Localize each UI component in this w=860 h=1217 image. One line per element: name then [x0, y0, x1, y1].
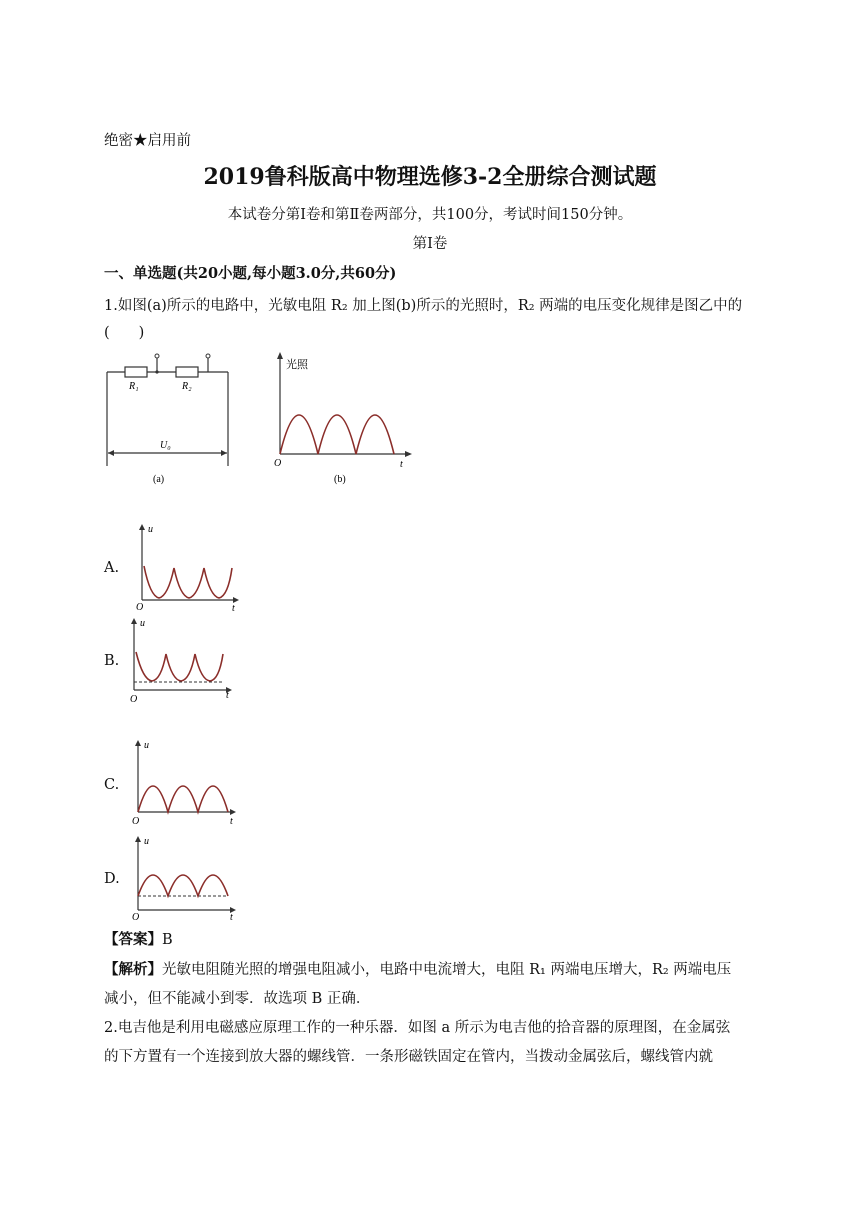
option-b-origin: O	[130, 694, 138, 705]
option-a-u-label: u	[148, 524, 153, 535]
t-axis-label: t	[400, 459, 403, 470]
option-a-graph	[132, 522, 252, 614]
option-c-origin: O	[132, 816, 140, 827]
origin-label: O	[274, 458, 282, 469]
question-2-line-2: 的下方置有一个连接到放大器的螺线管．一条形磁铁固定在管内，当拨动金属弦后，螺线管内就	[104, 1049, 713, 1065]
option-b-t-label: t	[226, 690, 229, 701]
answer-tag: 【答案】	[104, 931, 162, 948]
option-a-origin: O	[136, 602, 144, 613]
caption-a: (a)	[153, 474, 165, 485]
analysis-text-1: 光敏电阻随光照的增强电阻减小，电路中电流增大，电阻 R₁ 两端电压增大，R₂ 两端电压	[162, 962, 732, 978]
option-b-graph	[126, 616, 246, 708]
r1-label: R₁	[129, 381, 139, 392]
option-c-t-label: t	[230, 816, 233, 827]
answer-line	[104, 930, 173, 950]
question-2-line-1: 2.电吉他是利用电磁感应原理工作的一种乐器．如图 a 所示为电吉他的拾音器的原理图，在金属弦	[104, 1020, 731, 1036]
secret-label: 绝密★启用前	[104, 133, 191, 149]
option-d-graph	[130, 834, 250, 926]
circuit-diagram-a	[100, 348, 240, 488]
option-d-label: D.	[104, 871, 120, 887]
part-label: 第Ⅰ卷	[412, 236, 448, 252]
u0-label: U₀	[160, 440, 171, 451]
option-d-origin: O	[132, 912, 140, 923]
option-a-label: A.	[104, 560, 120, 576]
light-graph-b	[270, 350, 420, 490]
option-d-u-label: u	[144, 836, 149, 847]
page-title: 2019鲁科版高中物理选修3-2全册综合测试题	[203, 164, 657, 190]
option-c-graph	[130, 738, 250, 830]
option-c-u-label: u	[144, 740, 149, 751]
option-b-label: B.	[104, 653, 120, 669]
caption-b: (b)	[334, 474, 346, 485]
question-1-stem: 1.如图(a)所示的电路中，光敏电阻 R₂ 加上图(b)所示的光照时，R₂ 两端的电压变化规律是图乙中的	[104, 298, 743, 314]
option-d-t-label: t	[230, 912, 233, 923]
analysis-line-1	[104, 960, 731, 980]
option-a-t-label: t	[232, 603, 235, 614]
option-c-label: C.	[104, 777, 120, 793]
analysis-tag: 【解析】	[104, 961, 162, 978]
r2-label: R₂	[182, 381, 192, 392]
analysis-line-2: 减小，但不能减小到零．故选项 B 正确．	[104, 991, 371, 1007]
exam-intro: 本试卷分第Ⅰ卷和第Ⅱ卷两部分，共100分，考试时间150分钟。	[227, 207, 633, 223]
section-heading: 一、单选题(共20小题,每小题3.0分,共60分)	[104, 265, 397, 282]
answer-value: B	[162, 932, 173, 948]
option-b-u-label: u	[140, 618, 145, 629]
light-axis-label: 光照	[286, 359, 308, 371]
question-1-bracket: ( )	[104, 325, 145, 341]
